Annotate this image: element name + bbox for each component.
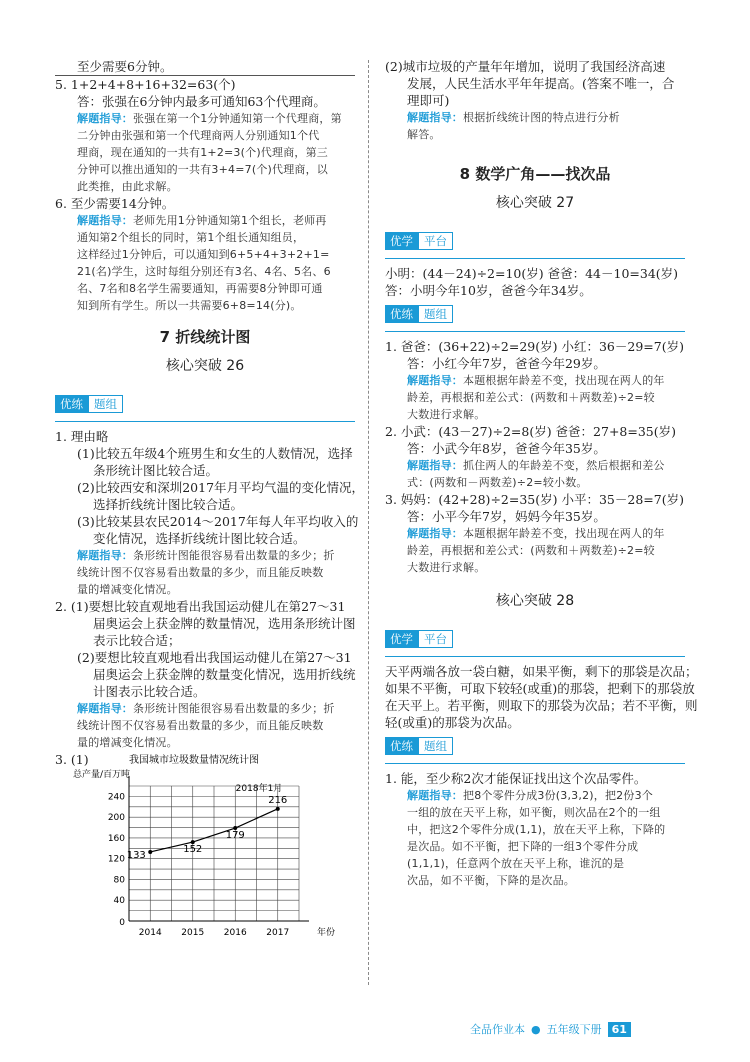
text-line: 答：小武今年8岁，爸爸今年35岁。 [407,441,606,456]
text-line: 5. 1+2+4+8+16+32=63(个) [55,77,236,92]
y-tick-label: 40 [113,896,125,907]
text-line: 选择折线统计图比较合适。 [93,497,244,512]
hint-line: 中，把这2个零件分成(1,1)，放在天平上称，下降的 [407,823,666,836]
hint-line: 是次品。如不平衡，把下降的一组3个零件分成 [407,840,639,853]
text-line: 2. 小武：(43－27)÷2=8(岁) 爸爸：27+8=35(岁) [385,424,677,439]
tag-ti-zu: 题组 [88,395,123,413]
hint-3-2 [385,109,685,143]
tag-ping-tai-28: 平台 [418,630,453,648]
text-line: (2)要想比较直观地看出我国运动健儿在第27～31 [77,650,352,665]
tag-you-xue-28: 优学 [385,630,418,648]
hint-line: 大数进行求解。 [407,561,486,574]
hint-line: (1,1,1)，任意两个放在天平上称，谁沉的是 [407,857,625,870]
hint-line: 解题指导：条形统计图能很容易看出数量的多少；折 [77,702,335,715]
text-line: 届奥运会上获金牌的数量情况，选用条形统计图 [93,616,356,631]
hint-line: 解题指导：本题根据年龄差不变，找出现在两人的年 [407,527,665,540]
line-chart [69,751,359,941]
hint-27-2 [385,457,685,491]
left-column [55,58,365,941]
hint-6 [55,212,355,314]
answer-3-label: 3. (1) [55,752,89,767]
hint-line: 次品，如不平衡，下降的是次品。 [407,874,575,887]
data-label: 216 [268,794,288,806]
hint-line: 理商，现在通知的一共有1+2=3(个)代理商，第三 [77,146,329,159]
text-line: (2)比较西安和深圳2017年月平均气温的变化情况， [77,480,365,495]
y-tick-label: 200 [107,813,125,824]
study-tag-27 [385,226,685,259]
footer-brand: 全品作业本 [470,1023,525,1036]
text-line: (3)比较某县农民2014～2017年每人年平均收入的 [77,514,359,529]
y-tick-label: 160 [107,833,125,844]
answer-27-3 [385,491,685,525]
study-tag-28 [385,624,685,657]
chapter-7-title: 7 折线统计图 [159,328,251,346]
chart-xlabel: 年份 [317,928,336,938]
hint-line: 21(名)学生，这时每组分别还有3名、4名、5名、6 [77,265,331,278]
text-line: 变化情况，选择折线统计图比较合适。 [93,531,306,546]
hint-line: 一组的放在天平上称，如平衡，则次品在2个的一组 [407,806,661,819]
text-line: 答：张强在6分钟内最多可通知63个代理商。 [77,94,326,109]
hint-line: 龄差，再根据和差公式：(两数和＋两数差)÷2=较 [407,391,655,404]
hint-label: 解题指导： [77,702,133,715]
data-label: 152 [183,844,203,856]
text-line: 6. 至少需要14分钟。 [55,196,175,211]
practice-tag-28 [385,731,685,764]
text-line: 答：小明今年10岁，爸爸今年34岁。 [385,283,592,298]
hint-5 [55,110,355,195]
hint-line: 解题指导：把8个零件分成3份(3,3,2)，把2份3个 [407,789,653,802]
hint-line: 二分钟由张强和第一个代理商两人分别通知1个代 [77,129,320,142]
answer-6 [55,195,355,212]
text-line: 答：小平今年7岁，妈妈今年35岁。 [407,509,606,524]
text-line: 届奥运会上获金牌的数量变化情况，选用折线统 [93,667,356,682]
chart-title: 我国城市垃圾数量情况统计图 [129,755,259,766]
hint-label: 解题指导： [407,527,463,540]
hint-line: 解题指导：张强在第一个1分钟通知第一个代理商，第 [77,112,342,125]
answer-28-study [385,663,698,731]
data-point [276,807,280,811]
hint-line: 解题指导：本题根据年龄差不变，找出现在两人的年 [407,374,665,387]
x-tick-label: 2015 [181,928,205,938]
hint-line: 解题指导：根据折线统计图的特点进行分析 [407,111,620,124]
text-line: 3. 妈妈：(42+28)÷2=35(岁) 小平：35－28=7(岁) [385,492,684,507]
text-line: 答：小红今年7岁，爸爸今年29岁。 [407,356,606,371]
hint-label: 解题指导： [407,459,463,472]
tag-ti-zu-27: 题组 [418,305,453,323]
hint-label: 解题指导： [77,214,133,227]
hint-line: 解题指导：老师先用1分钟通知第1个组长，老师再 [77,214,327,227]
hint-label: 解题指导： [407,374,463,387]
text-line: 1. 能，至少称2次才能保证找出这个次品零件。 [385,771,647,786]
hint-line: 知到所有学生。所以一共需要6+8=14(分)。 [77,299,302,312]
answer-28-1 [385,770,685,787]
text-line: 在天平上。若平衡，则取下的那袋为次品；若不平衡，则 [385,698,698,713]
text-line: 小明：(44－24)÷2=10(岁) 爸爸：44－10=34(岁) [385,266,679,281]
text-line: 理即可) [407,93,450,108]
chapter-8-title: 8 数学广角——找次品 [459,165,611,183]
hint-line: 线统计图不仅容易看出数量的多少，而且能反映数 [77,719,324,732]
text-line: 表示比较合适； [93,633,181,648]
text-line: 如果不平衡，可取下较轻(或重)的那袋，把剩下的那袋放 [385,681,695,696]
section-26-title: 核心突破 26 [165,358,245,374]
text-line: 1. 爸爸：(36+22)÷2=29(岁) 小红：36－29=7(岁) [385,339,684,354]
column-divider [368,60,369,985]
data-label: 133 [126,849,146,861]
tag-you-lian-28: 优练 [385,737,418,755]
hint-line: 通知第2个组长的同时，第1个组长通知组员， [77,231,305,244]
text-line: 至少需要6分钟。 [55,58,355,76]
hint-label: 解题指导： [407,111,463,124]
x-tick-label: 2016 [223,928,247,938]
footer-dot-icon: ● [531,1022,541,1036]
hint-line: 解题指导：条形统计图能很容易看出数量的多少；折 [77,549,335,562]
hint-27-3 [385,525,685,576]
hint-28-1 [385,787,685,889]
text-line: 1. 理由略 [55,429,109,444]
tag-ti-zu-28: 题组 [418,737,453,755]
answer-2 [55,598,355,700]
hint-line: 线统计图不仅容易看出数量的多少，而且能反映数 [77,566,324,579]
hint-label: 解题指导： [77,112,133,125]
answer-block-4-5 [55,58,355,110]
hint-label: 解题指导： [407,789,463,802]
hint-label: 解题指导： [77,549,133,562]
footer-grade: 五年级下册 [546,1023,602,1036]
chart-block [55,751,355,941]
text-line: (1)比较五年级4个班男生和女生的人数情况，选择 [77,446,353,461]
page-number: 61 [608,1022,631,1037]
data-point [148,850,152,854]
text-line: 条形统计图比较合适。 [93,463,219,478]
chart-subtitle: 2018年1月 [235,784,283,794]
answer-1 [55,428,365,547]
data-label: 179 [225,830,245,842]
hint-line: 大数进行求解。 [407,408,486,421]
text-line: 2. (1)要想比较直观地看出我国运动健儿在第27～31 [55,599,346,614]
answer-27-1 [385,338,685,372]
section-27-title: 核心突破 27 [495,195,575,211]
hint-1 [55,547,355,598]
hint-line: 式：(两数和－两数差)÷2=较小数。 [407,476,588,489]
x-tick-label: 2014 [138,928,162,938]
answer-27-2 [385,423,685,457]
text-line: 轻(或重)的那袋为次品。 [385,715,520,730]
text-line: 计图表示比较合适。 [93,684,206,699]
y-tick-label: 80 [113,875,125,886]
answer-27-study [385,265,685,299]
hint-line: 量的增减变化情况。 [77,736,178,749]
practice-tag [55,389,355,422]
section-28-title: 核心突破 28 [495,593,575,609]
x-tick-label: 2017 [266,928,290,938]
hint-line: 名、7名和8名学生需要通知，再需要8分钟即可通 [77,282,323,295]
practice-tag-27 [385,299,685,332]
page-footer [470,1021,631,1037]
text-line: 发展，人民生活水平年年提高。(答案不唯一，合 [407,76,675,91]
tag-you-lian-27: 优练 [385,305,418,323]
hint-2 [55,700,355,751]
hint-line: 龄差，再根据和差公式：(两数和＋两数差)÷2=较 [407,544,655,557]
hint-line: 解答。 [407,128,441,141]
y-tick-label: 0 [119,918,125,928]
answer-3-2 [385,58,685,109]
hint-line: 量的增减变化情况。 [77,583,178,596]
y-tick-label: 240 [107,792,125,803]
hint-line: 这样经过1分钟后，可以通知到6+5+4+3+2+1= [77,248,330,261]
right-column [385,58,698,889]
tag-you-xue: 优学 [385,232,418,250]
hint-line: 解题指导：抓住两人的年龄差不变，然后根据和差公 [407,459,665,472]
y-tick-label: 120 [107,854,125,865]
text-line: (2)城市垃圾的产量年年增加，说明了我国经济高速 [385,59,666,74]
hint-line: 分钟可以推出通知的一共有3+4=7(个)代理商，以 [77,163,329,176]
hint-27-1 [385,372,685,423]
hint-line: 此类推，由此求解。 [77,180,178,193]
text-line: 天平两端各放一袋白糖，如果平衡，剩下的那袋是次品； [385,664,698,679]
chart-ylabel: 总产量/百万吨 [73,770,131,780]
tag-ping-tai: 平台 [418,232,453,250]
tag-you-lian: 优练 [55,395,88,413]
